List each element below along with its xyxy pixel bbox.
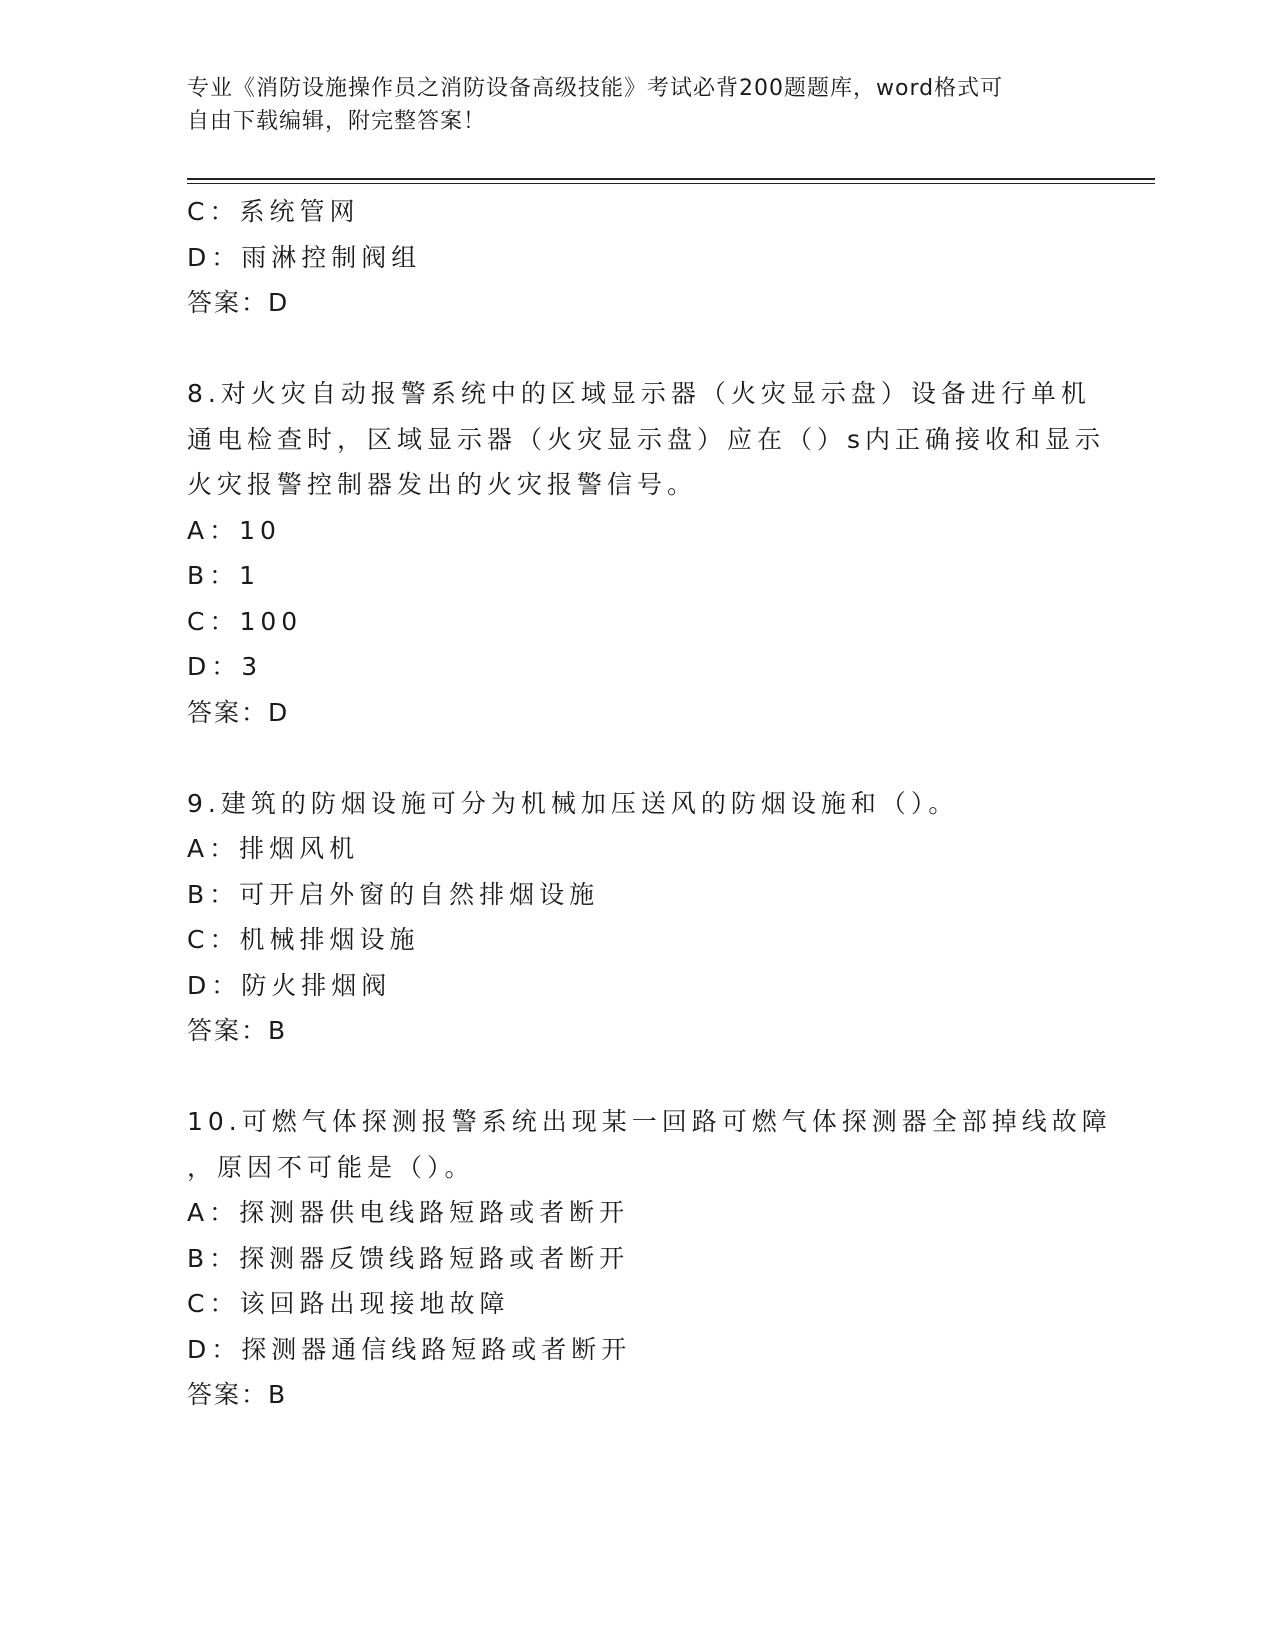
question-8 bbox=[187, 371, 1117, 735]
previous-question-tail bbox=[187, 189, 1117, 326]
spacer bbox=[187, 326, 1117, 372]
option-d: D：防火排烟阀 bbox=[187, 970, 392, 1000]
option-a: A：探测器供电线路短路或者断开 bbox=[187, 1198, 630, 1227]
option-b: B：探测器反馈线路短路或者断开 bbox=[187, 1243, 630, 1273]
question-stem: 10.可燃气体探测报警系统出现某一回路可燃气体探测器全部掉线故障 bbox=[187, 1107, 1112, 1136]
question-10 bbox=[187, 1099, 1117, 1418]
header-title-line-1: 专业《消防设施操作员之消防设备高级技能》考试必背200题题库，word格式可 bbox=[187, 76, 1004, 101]
option-b: B：1 bbox=[187, 561, 261, 590]
header-divider-thick bbox=[187, 178, 1155, 180]
answer-line: 答案：B bbox=[187, 1016, 288, 1045]
document-header bbox=[187, 72, 1087, 138]
answer-line: 答案：D bbox=[187, 697, 290, 727]
spacer bbox=[187, 1054, 1117, 1100]
question-list bbox=[187, 189, 1117, 1418]
answer-line: 答案：D bbox=[187, 288, 290, 317]
option-a: A：10 bbox=[187, 515, 281, 545]
question-stem: 8.对火灾自动报警系统中的区域显示器（火灾显示盘）设备进行单机 bbox=[187, 379, 1091, 408]
answer-line: 答案：B bbox=[187, 1380, 288, 1409]
option-b: B：可开启外窗的自然排烟设施 bbox=[187, 879, 600, 909]
question-9 bbox=[187, 781, 1117, 1054]
question-stem: 9.建筑的防烟设施可分为机械加压送风的防烟设施和（）。 bbox=[187, 788, 959, 818]
question-stem: ，原因不可能是（）。 bbox=[187, 1152, 475, 1182]
spacer bbox=[187, 735, 1117, 781]
question-stem: 通电检查时，区域显示器（火灾显示盘）应在（）s内正确接收和显示 bbox=[187, 424, 1106, 454]
option-a: A：排烟风机 bbox=[187, 834, 360, 863]
option-d: D：探测器通信线路短路或者断开 bbox=[187, 1334, 632, 1364]
option-d: D：3 bbox=[187, 652, 263, 681]
option-c: C：100 bbox=[187, 606, 303, 636]
option-c: C：系统管网 bbox=[187, 197, 360, 226]
header-divider-thin bbox=[187, 183, 1155, 184]
option-c: C：该回路出现接地故障 bbox=[187, 1289, 510, 1318]
header-title-line-2: 自由下载编辑，附完整答案！ bbox=[187, 109, 487, 134]
option-c: C：机械排烟设施 bbox=[187, 925, 420, 954]
question-stem: 火灾报警控制器发出的火灾报警信号。 bbox=[187, 470, 698, 499]
option-d: D：雨淋控制阀组 bbox=[187, 242, 422, 272]
